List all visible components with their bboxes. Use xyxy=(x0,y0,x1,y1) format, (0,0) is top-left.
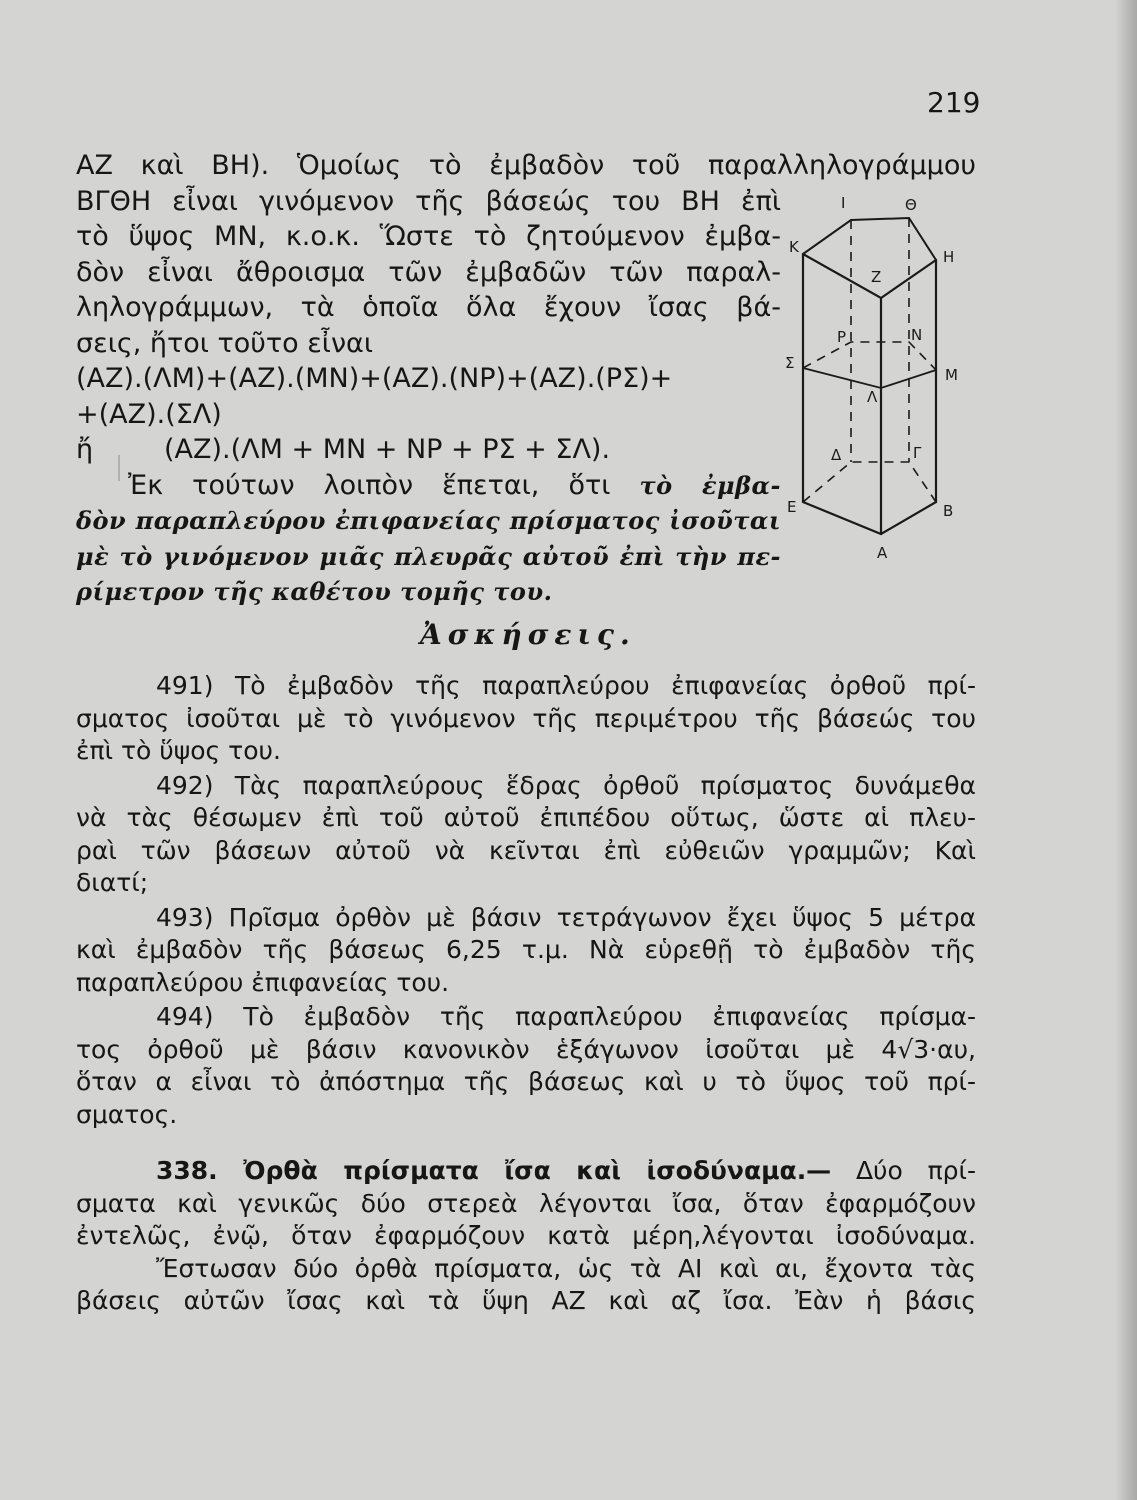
conclusion-line xyxy=(76,468,781,504)
theorem-line: δὸν παραπλεύρου ἐπιφανείας πρίσματος ἰσοῦται xyxy=(76,506,781,535)
bottom-face-front xyxy=(803,502,936,534)
label-Delta: Δ xyxy=(831,446,842,464)
text-line: 491) Τὸ ἐμβαδὸν τῆς παραπλεύρου ἐπιφανείας ὀρθοῦ πρί- xyxy=(156,671,976,700)
section-front xyxy=(803,368,936,388)
label-Lambda: Λ xyxy=(867,388,878,406)
text-line: 494) Τὸ ἐμβαδὸν τῆς παραπλεύρου ἐπιφανείας πρίσμα- xyxy=(156,1002,976,1031)
label-M: Μ xyxy=(945,366,958,384)
margin-mark xyxy=(118,455,132,481)
top-text-block xyxy=(76,184,781,610)
formula-row xyxy=(76,432,781,468)
label-B: Β xyxy=(943,502,954,520)
label-N: Ν xyxy=(911,326,923,344)
label-Z: Ζ xyxy=(871,268,882,286)
text-line: Ἔστωσαν δύο ὀρθὰ πρίσματα, ὡς τὰ ΑΙ καὶ αι, ἔχοντα τὰς xyxy=(156,1253,976,1283)
exercise-492 xyxy=(76,770,976,900)
text-line: ἐπὶ τὸ ὕψος του. xyxy=(76,736,281,765)
text-line: 493) Πρῖσμα ὀρθὸν μὲ βάσιν τετράγωνον ἔχει ὕψος 5 μέτρα xyxy=(156,902,976,932)
exercises-block xyxy=(76,670,976,1320)
text-line: ραὶ τῶν βάσεων αὐτοῦ νὰ κεῖνται ἐπὶ εὐθειῶν γραμμῶν; Καὶ xyxy=(76,835,976,865)
text-line: 492) Τὰς παραπλεύρους ἕδρας ὀρθοῦ πρίσματος δυνάμεθα xyxy=(156,770,976,800)
exercise-493 xyxy=(76,902,976,1000)
formula: (ΑΖ).(ΛΜ + ΜΝ + ΝΡ + ΡΣ + ΣΛ). xyxy=(164,434,611,465)
page-edge-shadow xyxy=(1115,0,1137,1500)
prism-figure xyxy=(781,190,971,570)
conclusion-italic: τὸ ἐμβα- xyxy=(639,470,781,500)
text-line: καὶ ἐμβαδὸν τῆς βάσεως 6,25 τ.μ. Νὰ εὑρεθῇ τὸ ἐμβαδὸν τῆς xyxy=(76,935,976,964)
top-face-front xyxy=(803,254,936,298)
text-line: ληλογράμμων, τὰ ὁποῖα ὅλα ἔχουν ἴσας βά- xyxy=(76,292,781,323)
exercise-491 xyxy=(76,670,976,768)
label-P: Ρ xyxy=(837,328,847,346)
label-E: Ε xyxy=(787,498,797,516)
text-line: ΒΓΘΗ εἶναι γινόμενον τῆς βάσεώς του ΒΗ ἐπὶ xyxy=(76,185,781,217)
text-line: σματος ἰσοῦται μὲ τὸ γινόμενον τῆς περιμέτρου τῆς βάσεώς του xyxy=(76,703,976,733)
text-line: σματος. xyxy=(76,1099,178,1129)
text-line: παραπλεύρου ἐπιφανείας του. xyxy=(76,967,450,997)
formula-line: (ΑΖ).(ΛΜ)+(ΑΖ).(ΜΝ)+(ΑΖ).(ΝΡ)+(ΑΖ).(ΡΣ)+ xyxy=(76,363,673,394)
label-Theta: Θ xyxy=(905,196,917,214)
section-title: 338. Ὀρθὰ πρίσματα ἴσα καὶ ἰσοδύναμα.— xyxy=(156,1156,832,1185)
theorem-line: ρίμετρον τῆς καθέτου τομῆς του. xyxy=(76,577,553,606)
section-back-dashed xyxy=(803,342,936,370)
text-line: ὅταν α εἶναι τὸ ἀπόστημα τῆς βάσεως καὶ υ τὸ ὕψος τοῦ πρί- xyxy=(76,1067,976,1096)
label-H: Η xyxy=(943,248,955,266)
label-K: Κ xyxy=(789,238,799,256)
conclusion-intro: Ἐκ τούτων λοιπὸν ἕπεται, ὅτι xyxy=(128,469,611,501)
text-line: ἐντελῶς, ἐνῷ, ὅταν ἐφαρμόζουν κατὰ μέρη,λέγονται ἰσοδύναμα. xyxy=(76,1221,976,1250)
formula-prefix: ἤ xyxy=(76,434,94,465)
section-first-line xyxy=(76,1155,976,1188)
bottom-back-dashed xyxy=(803,462,936,502)
theorem-line: μὲ τὸ γινόμενον μιᾶς πλευρᾶς αὐτοῦ ἐπὶ τὴν πε- xyxy=(76,541,781,571)
exercise-494 xyxy=(76,1001,976,1131)
text-line: σεις, ἤτοι τοῦτο εἶναι xyxy=(76,327,373,359)
text-line: νὰ τὰς θέσωμεν ἐπὶ τοῦ αὐτοῦ ἐπιπέδου οὕτως, ὥστε αἱ πλευ- xyxy=(76,803,976,832)
text-line: τὸ ὕψος ΜΝ, κ.ο.κ. Ὥστε τὸ ζητούμενον ἐμβα- xyxy=(76,221,781,252)
text-line: δὸν εἶναι ἄθροισμα τῶν ἐμβαδῶν τῶν παραλ- xyxy=(76,256,781,288)
exercises-heading: Ἀσκήσεις. xyxy=(420,618,636,651)
page-number: 219 xyxy=(927,86,981,119)
section-first-rest: Δύο πρί- xyxy=(855,1156,976,1185)
text-line: ΑΖ καὶ ΒΗ). Ὁμοίως τὸ ἐμβαδὸν τοῦ παραλληλογράμμου xyxy=(76,150,976,181)
label-A: Α xyxy=(877,544,888,562)
section-338 xyxy=(76,1155,976,1318)
label-Gamma: Γ xyxy=(913,444,922,462)
label-I: Ι xyxy=(841,194,846,212)
text-line: βάσεις αὐτῶν ἴσας καὶ τὰ ὕψη ΑΖ καὶ αζ ἴσα. Ἐὰν ἡ βάσις xyxy=(76,1286,976,1315)
text-line: διατί; xyxy=(76,868,149,897)
top-face-back xyxy=(803,218,936,260)
text-line: σματα καὶ γενικῶς δύο στερεὰ λέγονται ἴσα, ὅταν ἐφαρμόζουν xyxy=(76,1188,976,1218)
label-Sigma: Σ xyxy=(785,354,795,372)
text-line: τος ὀρθοῦ μὲ βάσιν κανονικὸν ἑξάγωνον ἰσοῦται μὲ 4√3·αυ, xyxy=(76,1034,976,1064)
formula-line: +(ΑΖ).(ΣΛ) xyxy=(76,398,222,430)
